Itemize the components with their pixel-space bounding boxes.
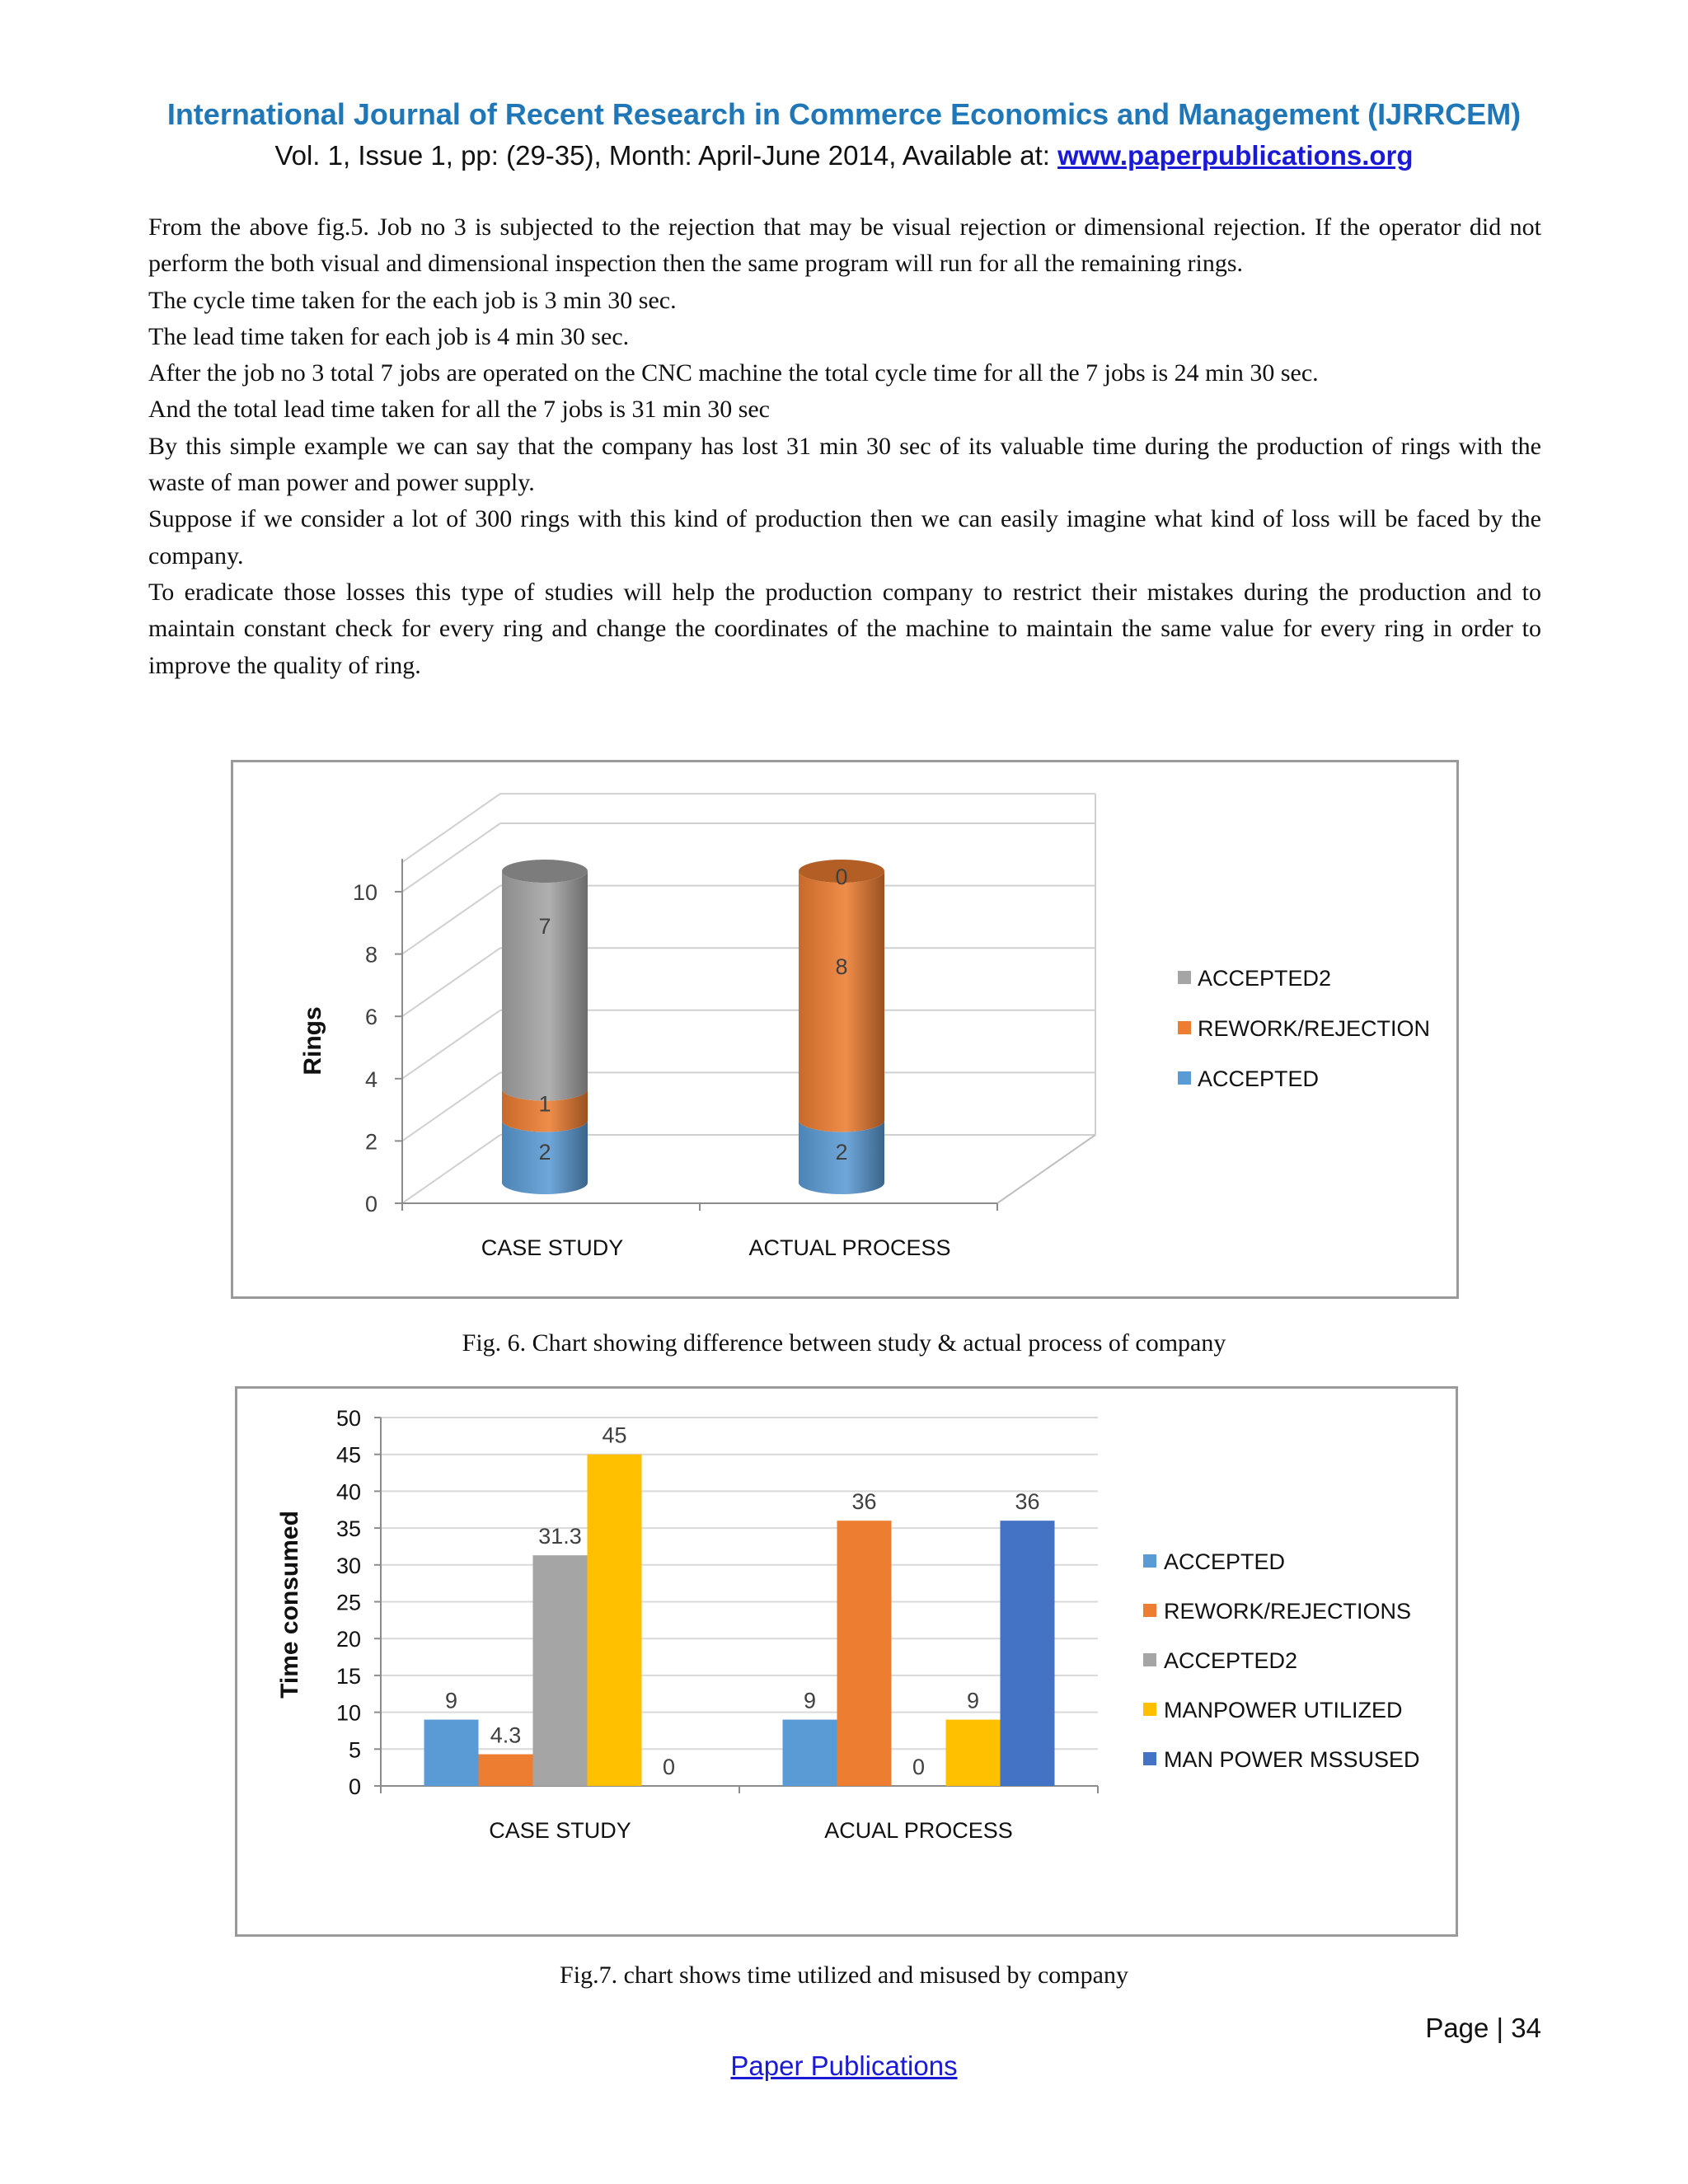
y-tick-label: 30: [335, 1553, 361, 1578]
bar-manpower-utilized: [588, 1455, 642, 1786]
data-label: 36: [1015, 1489, 1040, 1515]
data-label: 4.3: [490, 1722, 522, 1748]
y-tick-label: 2: [364, 1129, 377, 1155]
data-label: 2: [538, 1140, 551, 1165]
y-tick-label: 20: [335, 1627, 361, 1652]
bar-man-power-mssused: [1001, 1521, 1055, 1786]
legend-label: REWORK/REJECTIONS: [1164, 1599, 1412, 1624]
legend-swatch-accepted: [1143, 1554, 1156, 1568]
body-text: [148, 209, 1541, 684]
bar-rework-rejections: [837, 1521, 892, 1786]
bar-accepted2: [502, 871, 588, 1101]
page-number: Page | 34: [1425, 2013, 1541, 2043]
gridline-side: [402, 823, 500, 892]
bar-accepted: [424, 1720, 479, 1786]
journal-title: International Journal of Recent Research in Commerce Economics and Management (IJRRCEM): [166, 97, 1522, 131]
journal-subtitle-text: Vol. 1, Issue 1, pp: (29-35), Month: April-June 2014, Available at:: [274, 140, 1058, 171]
journal-website-link[interactable]: www.paperpublications.org: [1057, 140, 1414, 171]
y-tick-label: 4: [364, 1066, 377, 1092]
y-tick-label: 15: [335, 1663, 361, 1689]
fig7-caption: Fig.7. chart shows time utilized and misused by company: [560, 1961, 1128, 1989]
data-label: 2: [835, 1140, 848, 1165]
bar-rework-rejection: [799, 871, 884, 1132]
bar-accepted2: [533, 1555, 588, 1786]
data-label: 36: [851, 1489, 877, 1515]
paragraph: And the total lead time taken for all the 7 jobs is 31 min 30 sec: [148, 396, 770, 424]
y-tick-label: 5: [348, 1737, 361, 1763]
y-tick-label: 25: [335, 1590, 361, 1615]
bar-accepted: [783, 1720, 837, 1786]
legend-swatch-man-power-mssused: [1143, 1752, 1156, 1765]
y-tick-label: 10: [352, 880, 377, 905]
x-tick-label: ACTUAL PROCESS: [748, 1235, 951, 1260]
data-label: 1: [538, 1091, 551, 1117]
bar-top-case-study: [502, 860, 588, 883]
gridline-side: [402, 948, 500, 1016]
data-label: 8: [835, 954, 848, 979]
paragraph: After the job no 3 total 7 jobs are operated on the CNC machine the total cycle time for all the 7 jobs is 24 min 30 sec.: [148, 359, 1319, 387]
legend-label: ACCEPTED: [1164, 1549, 1286, 1574]
legend-swatch-accepted: [1178, 1071, 1191, 1085]
legend-swatch-manpower-utilized: [1143, 1703, 1156, 1716]
paragraph: The cycle time taken for the each job is 3 min 30 sec.: [148, 286, 677, 314]
floor-edge: [997, 1135, 1095, 1203]
fig6-chart: [233, 762, 1456, 1296]
fig6-chart-box: [231, 760, 1459, 1299]
fig7-chart-box: [235, 1386, 1458, 1937]
data-label: 0: [912, 1755, 926, 1779]
paragraph: To eradicate those losses this type of studies will help the production company to restrict their mistakes during the production and to maintain constant check for every ring and change the coordinates of the machine to maintain the same value for every ring in order to improve the quality of ring.: [148, 578, 1541, 679]
publisher-link[interactable]: Paper Publications: [730, 2050, 958, 2081]
x-tick-label: ACUAL PROCESS: [824, 1818, 1013, 1843]
x-tick-label: CASE STUDY: [489, 1818, 631, 1843]
data-label: 9: [803, 1688, 817, 1713]
gridline-side: [402, 794, 500, 862]
x-tick-label: CASE STUDY: [481, 1235, 624, 1260]
legend-swatch-accepted2: [1178, 971, 1191, 984]
data-label: 31.3: [538, 1524, 582, 1549]
gridline-side: [402, 1072, 500, 1141]
legend-swatch-rework-rejections: [1143, 1604, 1156, 1617]
y-tick-label: 45: [335, 1442, 361, 1468]
gridline-side: [402, 1135, 500, 1203]
data-label: 9: [444, 1688, 458, 1713]
data-label: 0: [662, 1755, 676, 1779]
y-tick-label: 35: [335, 1516, 361, 1542]
journal-subtitle: [0, 140, 1688, 171]
y-axis-label: Time consumed: [276, 1511, 303, 1699]
legend-label: ACCEPTED2: [1164, 1648, 1298, 1673]
fig7-chart: [237, 1389, 1456, 1934]
data-label: 9: [966, 1688, 980, 1713]
legend-label: MAN POWER MSSUSED: [1164, 1747, 1420, 1772]
y-tick-label: 10: [335, 1700, 361, 1726]
y-axis-label: Rings: [299, 1006, 326, 1076]
gridline-side: [402, 1010, 500, 1079]
footer: [0, 2050, 1688, 2082]
fig6-caption: Fig. 6. Chart showing difference between study & actual process of company: [462, 1329, 1226, 1357]
paragraph: The lead time taken for each job is 4 min 30 sec.: [148, 322, 630, 350]
legend-label: MANPOWER UTILIZED: [1164, 1698, 1403, 1722]
legend-swatch-accepted2: [1143, 1653, 1156, 1666]
paragraph: Suppose if we consider a lot of 300 rings with this kind of production then we can easily imagine what kind of loss will be faced by the company.: [148, 505, 1541, 569]
legend-label: ACCEPTED2: [1198, 966, 1332, 991]
y-tick-label: 8: [364, 942, 377, 968]
bar-manpower-utilized: [946, 1720, 1001, 1786]
data-label: 45: [602, 1422, 627, 1448]
legend-label: ACCEPTED: [1198, 1066, 1320, 1091]
paragraph: By this simple example we can say that the company has lost 31 min 30 sec of its valuable time during the production of rings with the waste of man power and power supply.: [148, 432, 1541, 497]
legend-swatch-rework-rejection: [1178, 1021, 1191, 1034]
y-tick-label: 0: [348, 1774, 361, 1799]
data-label: 7: [538, 914, 551, 940]
bar-rework-rejections: [479, 1755, 533, 1786]
gridline-side: [402, 886, 500, 954]
y-tick-label: 40: [335, 1479, 361, 1505]
data-label: 0: [835, 865, 848, 889]
legend-label: REWORK/REJECTION: [1198, 1016, 1431, 1041]
y-tick-label: 0: [364, 1192, 377, 1216]
y-tick-label: 6: [364, 1005, 377, 1030]
paragraph: From the above fig.5. Job no 3 is subjected to the rejection that may be visual rejection or dimensional rejection. If the operator did not perform the both visual and dimensional inspection then the same program will run for all the remaining rings.: [148, 213, 1541, 278]
y-tick-label: 50: [335, 1406, 361, 1431]
